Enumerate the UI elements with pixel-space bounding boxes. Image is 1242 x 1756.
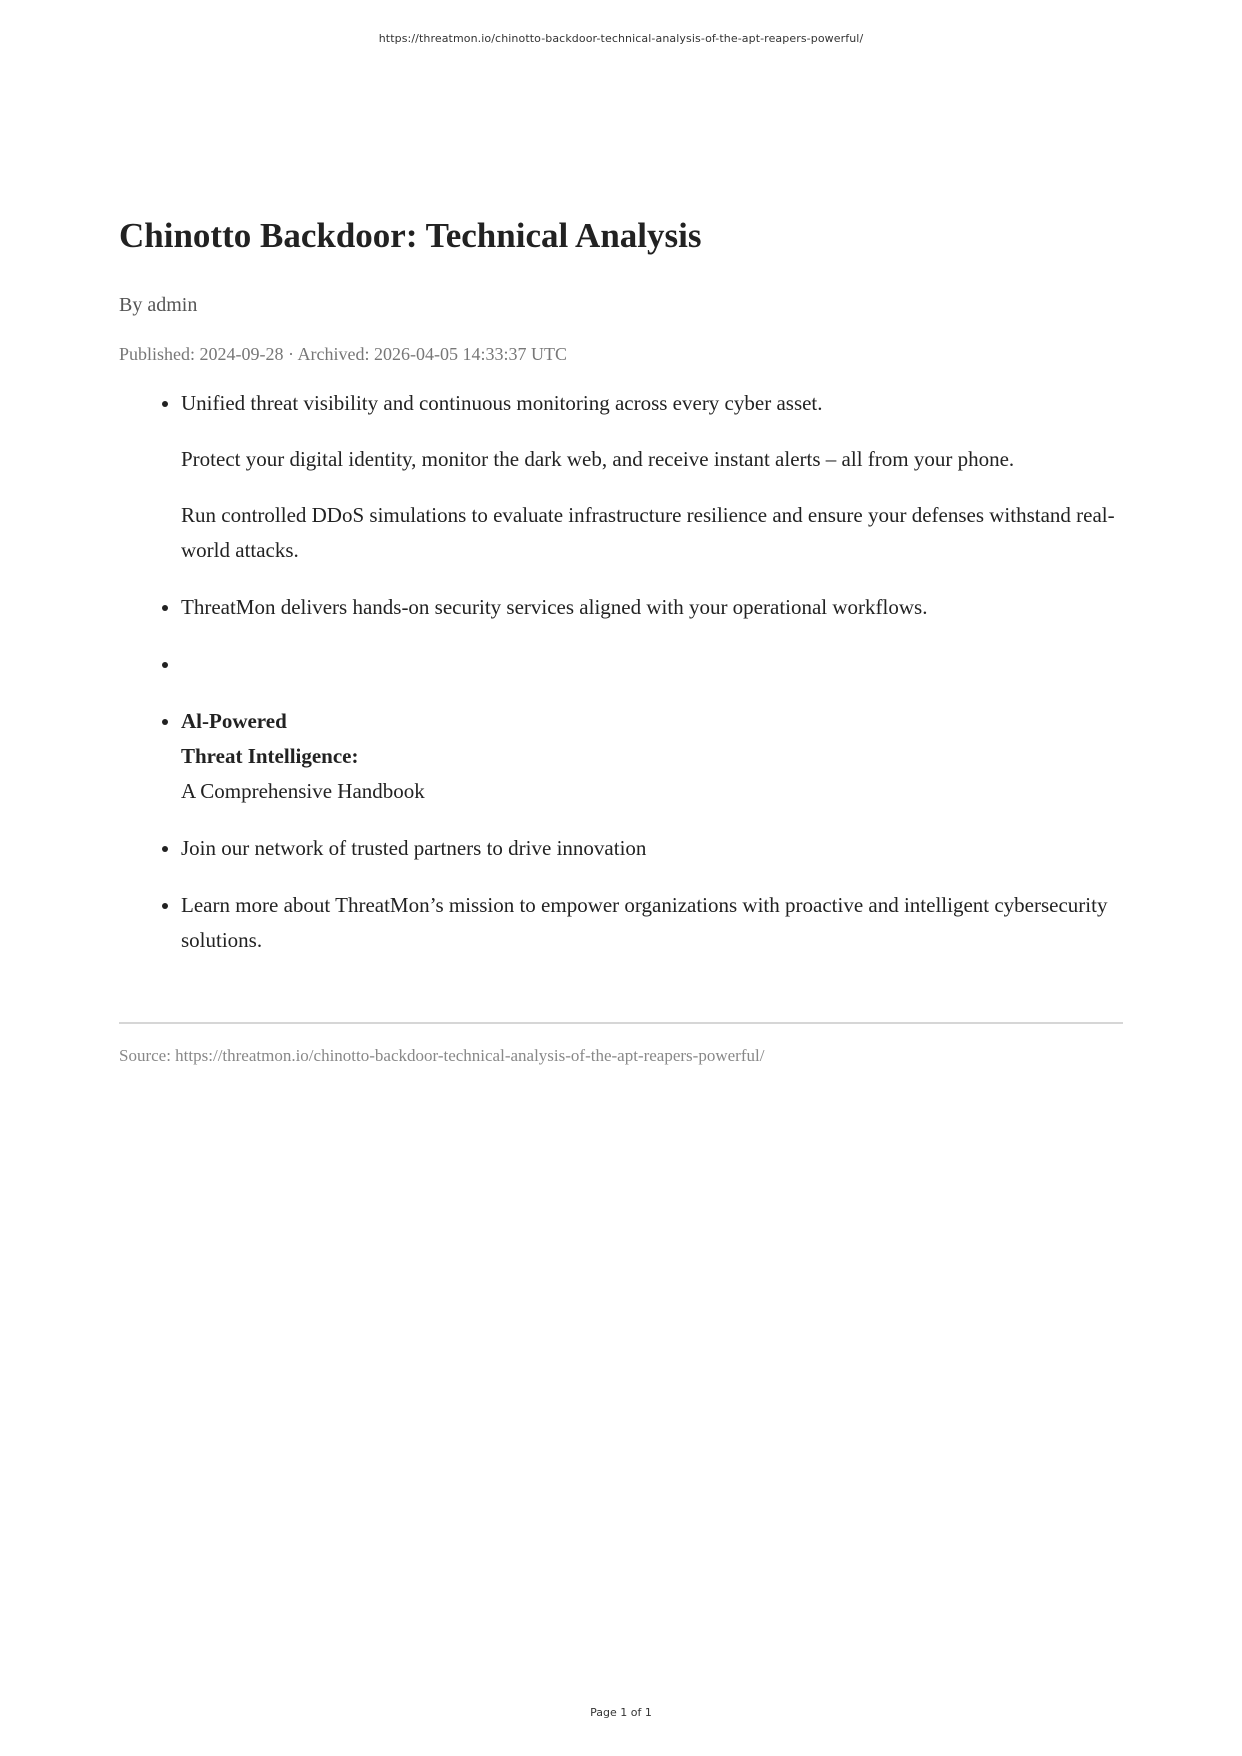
list-item-paragraph: Protect your digital identity, monitor the dark web, and receive instant alerts – all from your phone. xyxy=(181,447,1015,471)
publish-meta: Published: 2024-09-28 · Archived: 2026-04-05 14:33:37 UTC xyxy=(119,344,567,364)
list-item-text: • ThreatMon delivers hands-on security services aligned with your operational workflows. xyxy=(181,595,928,619)
byline: By admin xyxy=(119,294,198,316)
source-link: Source: https://threatmon.io/chinotto-backdoor-technical-analysis-of-the-apt-reapers-powerful/ xyxy=(119,1046,765,1065)
list-item-heading: • Al-Powered xyxy=(181,709,287,733)
page-number: Page 1 of 1 xyxy=(590,1706,652,1719)
list-item xyxy=(181,704,1123,809)
list-item xyxy=(181,831,1123,866)
list-item xyxy=(181,888,1123,958)
divider xyxy=(119,1022,1123,1024)
list-item-empty xyxy=(181,647,1123,682)
list-item xyxy=(181,386,1123,568)
article-list xyxy=(119,386,1123,958)
list-item xyxy=(181,590,1123,625)
list-item-text: • Join our network of trusted partners to drive innovation xyxy=(181,836,647,860)
list-item-text: • Learn more about ThreatMon’s mission to empower organizations with proactive and intelligent cybersecurity solutions. xyxy=(181,893,1108,952)
list-item-subheading: Threat Intelligence: xyxy=(181,744,359,768)
list-item-paragraph: Run controlled DDoS simulations to evaluate infrastructure resilience and ensure your defenses withstand real-world attacks. xyxy=(181,503,1115,562)
article xyxy=(119,210,1123,980)
header-url: https://threatmon.io/chinotto-backdoor-technical-analysis-of-the-apt-reapers-powerful/ xyxy=(378,32,864,45)
page-title: Chinotto Backdoor: Technical Analysis xyxy=(119,216,702,255)
list-item-text: • Unified threat visibility and continuous monitoring across every cyber asset. xyxy=(181,391,823,415)
list-item-text: A Comprehensive Handbook xyxy=(181,779,425,803)
